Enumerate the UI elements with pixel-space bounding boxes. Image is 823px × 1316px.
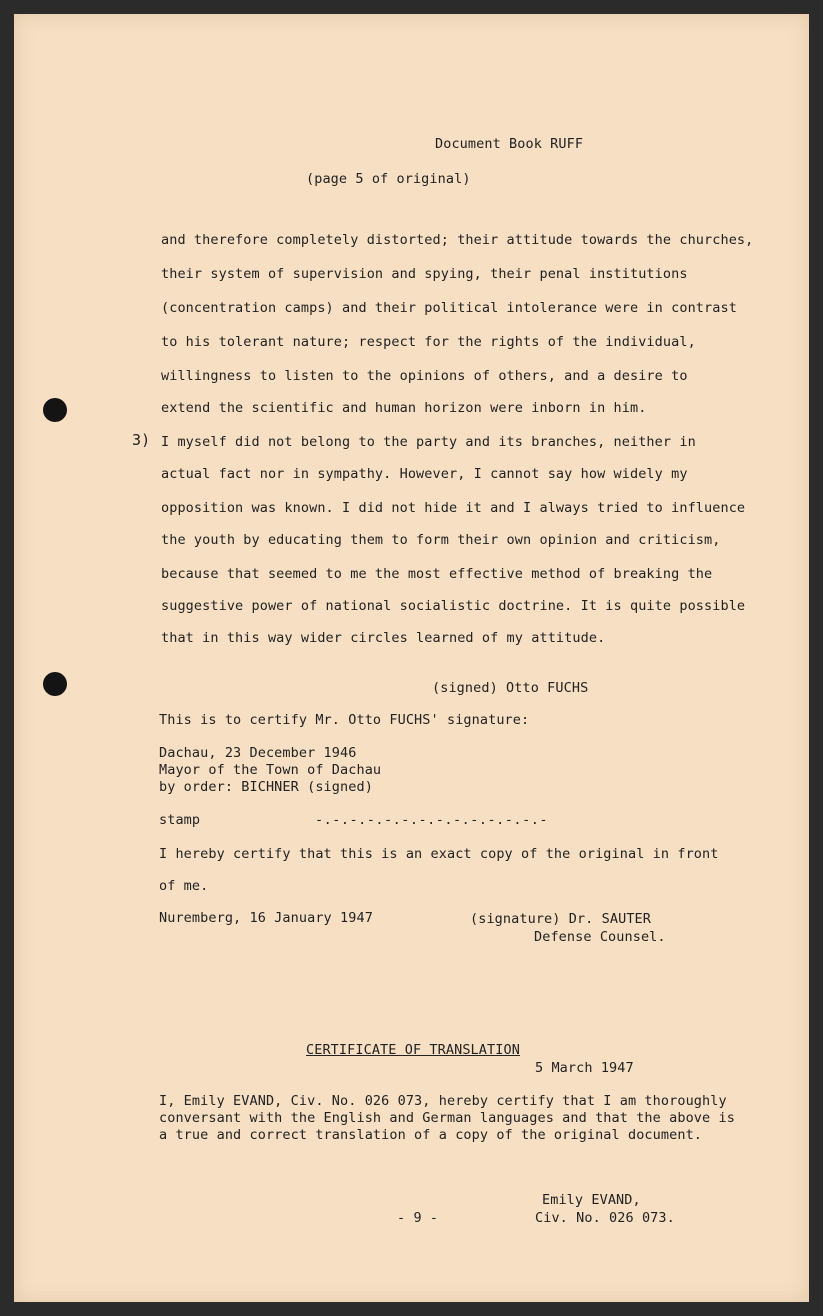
body-line: (concentration camps) and their political intolerance were in contrast xyxy=(161,300,737,316)
certify-copy: I hereby certify that this is an exact copy of the original in front xyxy=(159,846,719,862)
body-line: actual fact nor in sympathy. However, I cannot say how widely my xyxy=(161,466,688,482)
body-line: willingness to listen to the opinions of others, and a desire to xyxy=(161,368,688,384)
certificate-line: conversant with the English and German languages and that the above is xyxy=(159,1110,735,1126)
stamp-dashes: -.-.-.-.-.-.-.-.-.-.-.-.-.- xyxy=(315,812,548,828)
body-line: to his tolerant nature; respect for the rights of the individual, xyxy=(161,334,696,350)
body-line: their system of supervision and spying, their penal institutions xyxy=(161,266,688,282)
sauter-signature: (signature) Dr. SAUTER xyxy=(470,911,652,927)
document-book-title: Document Book RUFF xyxy=(435,136,584,152)
body-line: because that seemed to me the most effective method of breaking the xyxy=(161,566,713,582)
paragraph-number: 3) xyxy=(132,431,151,449)
translator-civ: Civ. No. 026 073. xyxy=(535,1210,675,1226)
certificate-line: a true and correct translation of a copy of the original document. xyxy=(159,1127,703,1143)
certify-copy: of me. xyxy=(159,878,209,894)
body-line: that in this way wider circles learned of my attitude. xyxy=(161,630,606,646)
body-line: and therefore completely distorted; their attitude towards the churches, xyxy=(161,232,754,248)
punch-hole-top xyxy=(43,398,67,422)
stamp-label: stamp xyxy=(159,812,201,828)
certify-signature: This is to certify Mr. Otto FUCHS' signature: xyxy=(159,712,530,728)
body-line: opposition was known. I did not hide it and I always tried to influence xyxy=(161,500,746,516)
by-order-line: by order: BICHNER (signed) xyxy=(159,779,373,795)
defense-counsel: Defense Counsel. xyxy=(534,929,666,945)
body-line: extend the scientific and human horizon were inborn in him. xyxy=(161,400,647,416)
signed-fuchs: (signed) Otto FUCHS xyxy=(432,680,589,696)
punch-hole-bottom xyxy=(43,672,67,696)
page-number: - 9 - xyxy=(397,1210,439,1226)
body-line: the youth by educating them to form their own opinion and criticism, xyxy=(161,532,721,548)
translator-name: Emily EVAND, xyxy=(542,1192,641,1208)
body-line: I myself did not belong to the party and its branches, neither in xyxy=(161,434,696,450)
certificate-title: CERTIFICATE OF TRANSLATION xyxy=(306,1042,520,1058)
nuremberg-date: Nuremberg, 16 January 1947 xyxy=(159,910,373,926)
mayor-line: Mayor of the Town of Dachau xyxy=(159,762,382,778)
certificate-line: I, Emily EVAND, Civ. No. 026 073, hereby certify that I am thoroughly xyxy=(159,1093,727,1109)
certificate-date: 5 March 1947 xyxy=(535,1060,634,1076)
page-reference: (page 5 of original) xyxy=(306,171,471,187)
body-line: suggestive power of national socialistic doctrine. It is quite possible xyxy=(161,598,746,614)
place-date: Dachau, 23 December 1946 xyxy=(159,745,357,761)
